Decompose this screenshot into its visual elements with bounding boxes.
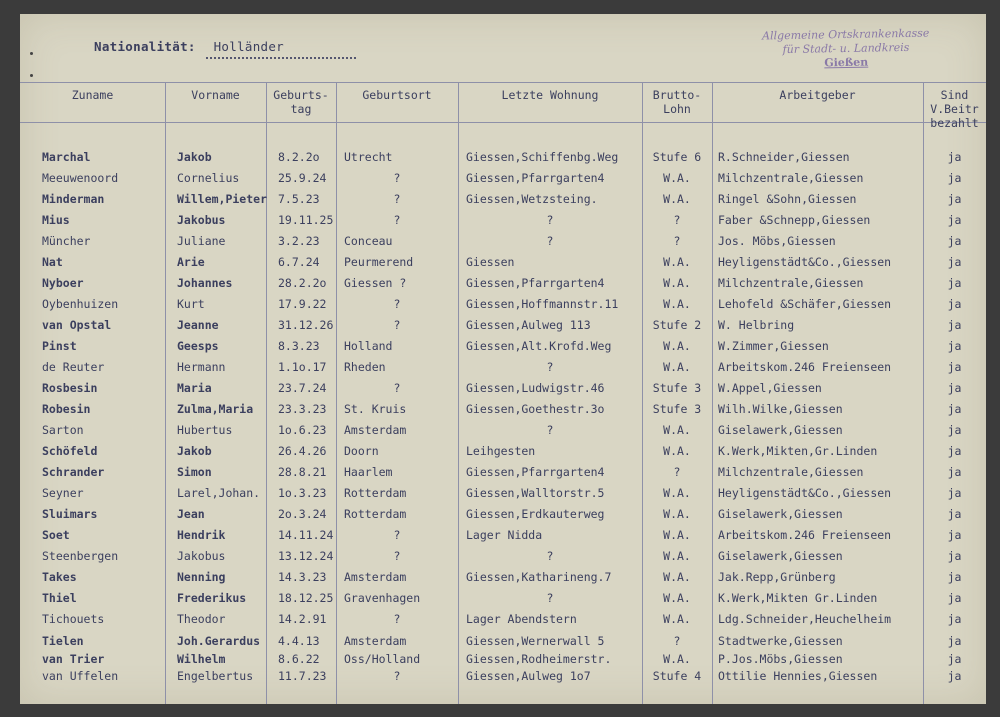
dotted-underline bbox=[206, 57, 356, 59]
cell-zuname: Müncher bbox=[42, 234, 91, 248]
cell-geburtsort: ? bbox=[393, 669, 401, 683]
cell-geburtsort: Amsterdam bbox=[344, 570, 407, 584]
cell-zuname: Thiel bbox=[42, 591, 77, 605]
cell-bezahlt: ja bbox=[947, 213, 962, 227]
cell-wohnung: Giessen,Walltorstr.5 bbox=[466, 486, 605, 500]
cell-lohn: Stufe 6 bbox=[652, 150, 702, 164]
cell-wohnung: ? bbox=[546, 360, 554, 374]
column-header-bezahlt: Sind V.Beitr bezahlt bbox=[930, 88, 979, 130]
cell-zuname: van Uffelen bbox=[42, 669, 119, 683]
cell-geburtsort: Utrecht bbox=[344, 150, 393, 164]
cell-arbeitgeber: R.Schneider,Giessen bbox=[718, 150, 850, 164]
cell-geburtsort: Rheden bbox=[344, 360, 386, 374]
cell-bezahlt: ja bbox=[947, 255, 962, 269]
cell-geburtstag: 13.12.24 bbox=[278, 549, 334, 563]
cell-vorname: Jean bbox=[177, 507, 205, 521]
cell-lohn: W.A. bbox=[663, 507, 691, 521]
cell-zuname: Steenbergen bbox=[42, 549, 119, 563]
cell-bezahlt: ja bbox=[947, 318, 962, 332]
cell-geburtsort: St. Kruis bbox=[344, 402, 407, 416]
cell-arbeitgeber: Giselawerk,Giessen bbox=[718, 549, 843, 563]
cell-geburtstag: 23.7.24 bbox=[278, 381, 327, 395]
stamp-city: Gießen bbox=[824, 55, 869, 70]
cell-arbeitgeber: W.Appel,Giessen bbox=[718, 381, 822, 395]
cell-arbeitgeber: Stadtwerke,Giessen bbox=[718, 634, 843, 648]
cell-geburtsort: ? bbox=[393, 213, 401, 227]
cell-wohnung: Giessen,Goethestr.3o bbox=[466, 402, 605, 416]
cell-geburtsort: ? bbox=[393, 318, 401, 332]
cell-wohnung: ? bbox=[546, 549, 554, 563]
cell-lohn: ? bbox=[673, 634, 681, 648]
cell-wohnung: ? bbox=[546, 591, 554, 605]
cell-wohnung: Giessen,Alt.Krofd.Weg bbox=[466, 339, 612, 353]
cell-arbeitgeber: Ottilie Hennies,Giessen bbox=[718, 669, 878, 683]
cell-geburtstag: 1o.6.23 bbox=[278, 423, 327, 437]
cell-bezahlt: ja bbox=[947, 528, 962, 542]
cell-geburtstag: 23.3.23 bbox=[278, 402, 327, 416]
cell-geburtstag: 8.6.22 bbox=[278, 652, 320, 666]
cell-lohn: W.A. bbox=[663, 171, 691, 185]
cell-geburtstag: 18.12.25 bbox=[278, 591, 334, 605]
cell-vorname: Jakob bbox=[177, 444, 212, 458]
cell-lohn: Stufe 3 bbox=[652, 381, 702, 395]
cell-geburtsort: Giessen ? bbox=[344, 276, 407, 290]
cell-bezahlt: ja bbox=[947, 465, 962, 479]
cell-bezahlt: ja bbox=[947, 234, 962, 248]
cell-wohnung: Leihgesten bbox=[466, 444, 536, 458]
column-header-geburtstag: Geburts- tag bbox=[273, 88, 329, 116]
cell-arbeitgeber: Heyligenstädt&Co.,Giessen bbox=[718, 255, 892, 269]
punch-mark bbox=[30, 52, 33, 55]
cell-geburtstag: 28.2.2o bbox=[278, 276, 327, 290]
cell-vorname: Willem,Pieter bbox=[177, 192, 268, 206]
cell-geburtstag: 4.4.13 bbox=[278, 634, 320, 648]
cell-arbeitgeber: P.Jos.Möbs,Giessen bbox=[718, 652, 843, 666]
cell-geburtsort: Rotterdam bbox=[344, 486, 407, 500]
cell-vorname: Larel,Johan. bbox=[177, 486, 261, 500]
cell-zuname: Marchal bbox=[42, 150, 91, 164]
cell-bezahlt: ja bbox=[947, 591, 962, 605]
cell-geburtstag: 8.3.23 bbox=[278, 339, 320, 353]
rule-vertical bbox=[165, 82, 166, 704]
cell-bezahlt: ja bbox=[947, 423, 962, 437]
cell-geburtstag: 28.8.21 bbox=[278, 465, 327, 479]
cell-bezahlt: ja bbox=[947, 612, 962, 626]
cell-geburtstag: 14.3.23 bbox=[278, 570, 327, 584]
cell-zuname: Schöfeld bbox=[42, 444, 98, 458]
cell-arbeitgeber: Heyligenstädt&Co.,Giessen bbox=[718, 486, 892, 500]
cell-wohnung: Giessen,Pfarrgarten4 bbox=[466, 465, 605, 479]
cell-arbeitgeber: Giselawerk,Giessen bbox=[718, 423, 843, 437]
cell-zuname: Oybenhuizen bbox=[42, 297, 119, 311]
cell-wohnung: Giessen bbox=[466, 255, 515, 269]
cell-vorname: Nenning bbox=[177, 570, 226, 584]
cell-vorname: Juliane bbox=[177, 234, 226, 248]
cell-bezahlt: ja bbox=[947, 171, 962, 185]
cell-wohnung: Giessen,Pfarrgarten4 bbox=[466, 171, 605, 185]
cell-bezahlt: ja bbox=[947, 339, 962, 353]
cell-arbeitgeber: Faber &Schnepp,Giessen bbox=[718, 213, 871, 227]
cell-geburtsort: ? bbox=[393, 528, 401, 542]
cell-geburtsort: ? bbox=[393, 612, 401, 626]
cell-wohnung: Giessen,Hoffmannstr.11 bbox=[466, 297, 619, 311]
column-header-zuname: Zuname bbox=[71, 88, 114, 102]
cell-vorname: Johannes bbox=[177, 276, 233, 290]
cell-wohnung: Lager Abendstern bbox=[466, 612, 577, 626]
cell-geburtstag: 14.2.91 bbox=[278, 612, 327, 626]
cell-arbeitgeber: Giselawerk,Giessen bbox=[718, 507, 843, 521]
cell-geburtsort: ? bbox=[393, 192, 401, 206]
cell-geburtsort: Amsterdam bbox=[344, 423, 407, 437]
cell-vorname: Simon bbox=[177, 465, 212, 479]
cell-vorname: Jakobus bbox=[177, 549, 226, 563]
cell-wohnung: Giessen,Wetzsteing. bbox=[466, 192, 598, 206]
cell-vorname: Zulma,Maria bbox=[177, 402, 254, 416]
cell-zuname: Sarton bbox=[42, 423, 84, 437]
cell-bezahlt: ja bbox=[947, 486, 962, 500]
cell-lohn: ? bbox=[673, 465, 681, 479]
cell-arbeitgeber: Jos. Möbs,Giessen bbox=[718, 234, 836, 248]
punch-mark bbox=[30, 74, 33, 77]
cell-vorname: Cornelius bbox=[177, 171, 240, 185]
cell-wohnung: Giessen,Schiffenbg.Weg bbox=[466, 150, 619, 164]
stamp-line-1: Allgemeine Ortskrankenkasse bbox=[762, 26, 930, 43]
cell-arbeitgeber: W.Zimmer,Giessen bbox=[718, 339, 829, 353]
cell-geburtstag: 19.11.25 bbox=[278, 213, 334, 227]
cell-geburtstag: 1o.3.23 bbox=[278, 486, 327, 500]
stamp-line-2: für Stadt- u. Landkreis bbox=[782, 40, 910, 57]
cell-vorname: Maria bbox=[177, 381, 212, 395]
cell-lohn: W.A. bbox=[663, 339, 691, 353]
cell-lohn: W.A. bbox=[663, 276, 691, 290]
cell-geburtsort: ? bbox=[393, 381, 401, 395]
cell-geburtsort: Oss/Holland bbox=[344, 652, 421, 666]
cell-arbeitgeber: Milchzentrale,Giessen bbox=[718, 276, 864, 290]
cell-lohn: W.A. bbox=[663, 444, 691, 458]
cell-bezahlt: ja bbox=[947, 276, 962, 290]
column-header-arbeitgeber: Arbeitgeber bbox=[779, 88, 856, 102]
cell-arbeitgeber: Ldg.Schneider,Heuchelheim bbox=[718, 612, 892, 626]
cell-wohnung: Giessen,Aulweg 113 bbox=[466, 318, 591, 332]
column-header-vorname: Vorname bbox=[191, 88, 240, 102]
cell-zuname: Tielen bbox=[42, 634, 84, 648]
nationality-line bbox=[94, 39, 284, 54]
cell-zuname: de Reuter bbox=[42, 360, 105, 374]
office-stamp bbox=[756, 26, 937, 71]
cell-geburtsort: ? bbox=[393, 297, 401, 311]
cell-arbeitgeber: Arbeitskom.246 Freienseen bbox=[718, 528, 892, 542]
cell-zuname: Soet bbox=[42, 528, 70, 542]
cell-geburtsort: Peurmerend bbox=[344, 255, 414, 269]
cell-vorname: Geesps bbox=[177, 339, 219, 353]
cell-geburtstag: 31.12.26 bbox=[278, 318, 334, 332]
cell-geburtstag: 25.9.24 bbox=[278, 171, 327, 185]
cell-lohn: W.A. bbox=[663, 192, 691, 206]
cell-arbeitgeber: Arbeitskom.246 Freienseen bbox=[718, 360, 892, 374]
cell-geburtstag: 2o.3.24 bbox=[278, 507, 327, 521]
cell-geburtsort: Amsterdam bbox=[344, 634, 407, 648]
cell-bezahlt: ja bbox=[947, 634, 962, 648]
cell-geburtstag: 1.1o.17 bbox=[278, 360, 327, 374]
cell-wohnung: Giessen,Pfarrgarten4 bbox=[466, 276, 605, 290]
cell-vorname: Joh.Gerardus bbox=[177, 634, 261, 648]
cell-geburtstag: 3.2.23 bbox=[278, 234, 320, 248]
cell-lohn: W.A. bbox=[663, 570, 691, 584]
cell-geburtsort: Holland bbox=[344, 339, 393, 353]
cell-zuname: Tichouets bbox=[42, 612, 105, 626]
cell-vorname: Frederikus bbox=[177, 591, 247, 605]
cell-zuname: Mius bbox=[42, 213, 70, 227]
cell-zuname: Seyner bbox=[42, 486, 84, 500]
cell-arbeitgeber: W. Helbring bbox=[718, 318, 795, 332]
cell-wohnung: ? bbox=[546, 213, 554, 227]
cell-geburtstag: 7.5.23 bbox=[278, 192, 320, 206]
cell-lohn: ? bbox=[673, 234, 681, 248]
cell-bezahlt: ja bbox=[947, 360, 962, 374]
cell-wohnung: ? bbox=[546, 234, 554, 248]
cell-zuname: Meeuwenoord bbox=[42, 171, 119, 185]
column-header-wohnung: Letzte Wohnung bbox=[501, 88, 599, 102]
cell-lohn: W.A. bbox=[663, 549, 691, 563]
cell-vorname: Arie bbox=[177, 255, 205, 269]
cell-bezahlt: ja bbox=[947, 652, 962, 666]
cell-geburtsort: ? bbox=[393, 549, 401, 563]
cell-lohn: Stufe 3 bbox=[652, 402, 702, 416]
cell-wohnung: Giessen,Katharineng.7 bbox=[466, 570, 612, 584]
nationality-value: Holländer bbox=[213, 39, 284, 54]
cell-geburtsort: ? bbox=[393, 171, 401, 185]
cell-arbeitgeber: Milchzentrale,Giessen bbox=[718, 171, 864, 185]
cell-vorname: Kurt bbox=[177, 297, 205, 311]
cell-bezahlt: ja bbox=[947, 381, 962, 395]
cell-geburtsort: Conceau bbox=[344, 234, 393, 248]
cell-arbeitgeber: Lehofeld &Schäfer,Giessen bbox=[718, 297, 892, 311]
cell-vorname: Theodor bbox=[177, 612, 226, 626]
cell-zuname: Takes bbox=[42, 570, 77, 584]
cell-vorname: Hermann bbox=[177, 360, 226, 374]
index-card bbox=[20, 14, 986, 704]
cell-bezahlt: ja bbox=[947, 570, 962, 584]
cell-lohn: Stufe 4 bbox=[652, 669, 702, 683]
cell-bezahlt: ja bbox=[947, 507, 962, 521]
cell-lohn: Stufe 2 bbox=[652, 318, 702, 332]
cell-wohnung: ? bbox=[546, 423, 554, 437]
cell-geburtsort: Doorn bbox=[344, 444, 379, 458]
cell-lohn: W.A. bbox=[663, 360, 691, 374]
cell-lohn: W.A. bbox=[663, 612, 691, 626]
cell-zuname: Rosbesin bbox=[42, 381, 98, 395]
cell-geburtstag: 11.7.23 bbox=[278, 669, 327, 683]
cell-geburtstag: 17.9.22 bbox=[278, 297, 327, 311]
cell-bezahlt: ja bbox=[947, 297, 962, 311]
cell-bezahlt: ja bbox=[947, 402, 962, 416]
cell-geburtsort: Rotterdam bbox=[344, 507, 407, 521]
cell-vorname: Jakob bbox=[177, 150, 212, 164]
cell-vorname: Engelbertus bbox=[177, 669, 254, 683]
cell-geburtstag: 8.2.2o bbox=[278, 150, 320, 164]
cell-geburtstag: 26.4.26 bbox=[278, 444, 327, 458]
cell-wohnung: Giessen,Aulweg 1o7 bbox=[466, 669, 591, 683]
cell-zuname: Nyboer bbox=[42, 276, 84, 290]
cell-zuname: Robesin bbox=[42, 402, 91, 416]
cell-geburtsort: Haarlem bbox=[344, 465, 393, 479]
cell-lohn: ? bbox=[673, 213, 681, 227]
cell-bezahlt: ja bbox=[947, 192, 962, 206]
cell-wohnung: Giessen,Erdkauterweg bbox=[466, 507, 605, 521]
cell-zuname: van Opstal bbox=[42, 318, 112, 332]
cell-wohnung: Giessen,Ludwigstr.46 bbox=[466, 381, 605, 395]
cell-zuname: Sluimars bbox=[42, 507, 98, 521]
cell-arbeitgeber: K.Werk,Mikten Gr.Linden bbox=[718, 591, 878, 605]
cell-wohnung: Giessen,Wernerwall 5 bbox=[466, 634, 605, 648]
cell-vorname: Jeanne bbox=[177, 318, 219, 332]
cell-lohn: W.A. bbox=[663, 486, 691, 500]
cell-vorname: Hubertus bbox=[177, 423, 233, 437]
cell-zuname: van Trier bbox=[42, 652, 105, 666]
cell-lohn: W.A. bbox=[663, 255, 691, 269]
rule-vertical bbox=[458, 82, 459, 704]
cell-lohn: W.A. bbox=[663, 297, 691, 311]
cell-lohn: W.A. bbox=[663, 591, 691, 605]
cell-arbeitgeber: Ringel &Sohn,Giessen bbox=[718, 192, 857, 206]
cell-vorname: Wilhelm bbox=[177, 652, 226, 666]
column-header-lohn: Brutto- Lohn bbox=[652, 88, 702, 116]
rule-vertical bbox=[266, 82, 267, 704]
cell-bezahlt: ja bbox=[947, 444, 962, 458]
rule-vertical bbox=[712, 82, 713, 704]
cell-geburtstag: 6.7.24 bbox=[278, 255, 320, 269]
cell-arbeitgeber: Wilh.Wilke,Giessen bbox=[718, 402, 843, 416]
cell-zuname: Schrander bbox=[42, 465, 105, 479]
cell-arbeitgeber: Jak.Repp,Grünberg bbox=[718, 570, 836, 584]
cell-vorname: Hendrik bbox=[177, 528, 226, 542]
cell-bezahlt: ja bbox=[947, 150, 962, 164]
cell-zuname: Minderman bbox=[42, 192, 105, 206]
cell-wohnung: Lager Nidda bbox=[466, 528, 543, 542]
cell-zuname: Nat bbox=[42, 255, 63, 269]
cell-bezahlt: ja bbox=[947, 549, 962, 563]
cell-vorname: Jakobus bbox=[177, 213, 226, 227]
cell-geburtsort: Gravenhagen bbox=[344, 591, 421, 605]
cell-wohnung: Giessen,Rodheimerstr. bbox=[466, 652, 612, 666]
cell-geburtstag: 14.11.24 bbox=[278, 528, 334, 542]
cell-lohn: W.A. bbox=[663, 652, 691, 666]
cell-lohn: W.A. bbox=[663, 528, 691, 542]
cell-bezahlt: ja bbox=[947, 669, 962, 683]
cell-arbeitgeber: Milchzentrale,Giessen bbox=[718, 465, 864, 479]
column-header-geburtsort: Geburtsort bbox=[362, 88, 432, 102]
nationality-label: Nationalität: bbox=[94, 39, 196, 54]
cell-lohn: W.A. bbox=[663, 423, 691, 437]
cell-zuname: Pinst bbox=[42, 339, 77, 353]
cell-arbeitgeber: K.Werk,Mikten,Gr.Linden bbox=[718, 444, 878, 458]
